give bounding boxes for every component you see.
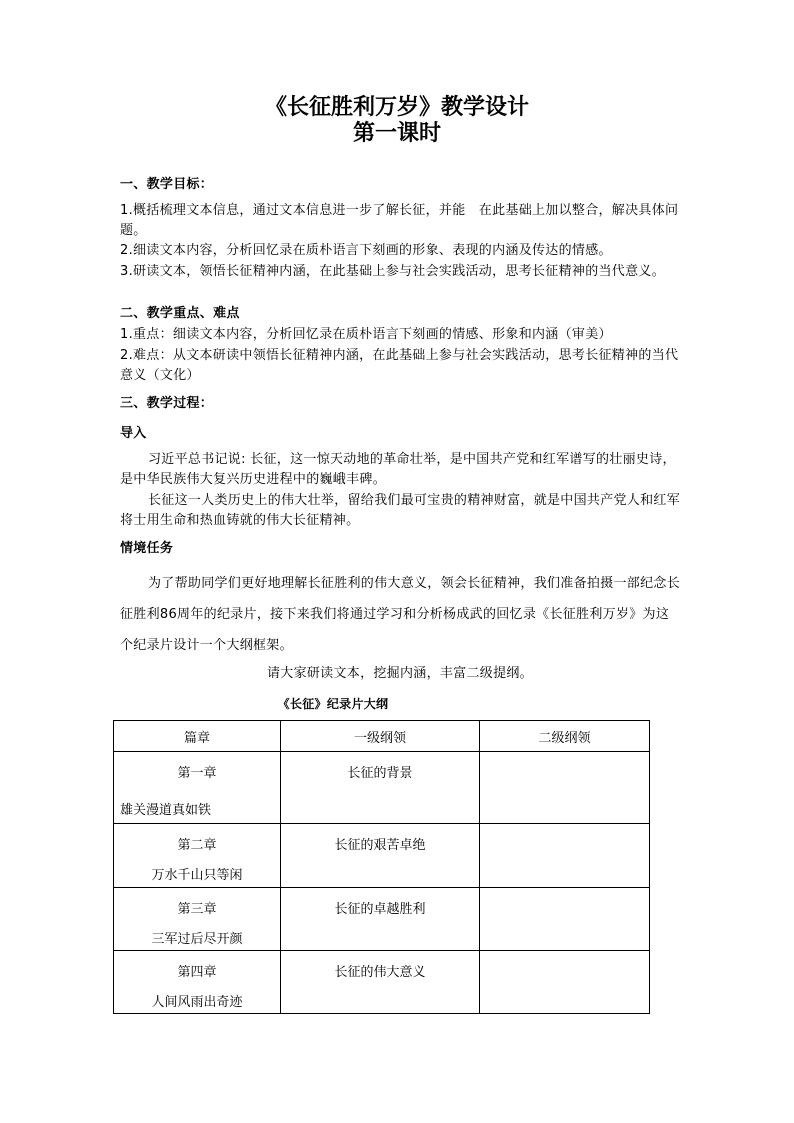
task-instruction: 请大家研读文本，挖掘内涵，丰富二级提纲。 (266, 666, 533, 681)
objective-item-3: 3.研读文本，领悟长征精神内涵，在此基础上参与社会实践活动，思考长征精神的当代意义。 (120, 264, 666, 279)
level1-cell: 长征的背景 (281, 752, 480, 824)
keypoint-item-2: 2.难点：从文本研读中领悟长征精神内涵，在此基础上参与社会实践活动，思考长征精神的当代意义（文化） (120, 348, 679, 383)
keypoint-item-1: 1.重点：细读文本内容，分析回忆录在质朴语言下刻画的情感、形象和内涵（审美） (120, 327, 612, 342)
table-caption: 《长征》纪录片大纲 (277, 697, 389, 711)
level2-cell (480, 824, 650, 888)
level2-cell (480, 951, 650, 1014)
chapter-cell (114, 824, 281, 888)
chapter-number: 第四章 (177, 965, 217, 980)
document-subtitle: 第一课时 (352, 120, 441, 146)
chapter-number: 第二章 (177, 838, 217, 853)
chapter-cell (114, 888, 281, 951)
task-paragraph: 为了帮助同学们更好地理解长征胜利的伟大意义，领会长征精神，我们准备拍摄一部纪念长征胜利86周年的纪录片，接下来我们将通过学习和分析杨成武的回忆录《长征胜利万岁》为这个纪录片设计一个大纲框架。 (120, 576, 681, 653)
intro-paragraph-1: 习近平总书记说: 长征，这一惊天动地的革命壮举，是中国共产党和红军谱写的壮丽史诗，是中华民族伟大复兴历史进程中的巍峨丰碑。 (120, 452, 676, 487)
section-heading-objectives: 一、教学目标： (120, 177, 214, 192)
table-header-row (114, 721, 650, 752)
level2-cell (480, 888, 650, 951)
level2-cell (480, 752, 650, 824)
table-row (114, 824, 650, 888)
section-heading-process: 三、教学过程： (120, 396, 214, 411)
table-row (114, 888, 650, 951)
chapter-name: 人间风雨出奇迹 (151, 995, 243, 1010)
outline-table (113, 720, 650, 1014)
intro-heading: 导入 (120, 426, 147, 441)
section-heading-keypoints: 二、教学重点、难点 (120, 306, 240, 321)
chapter-name: 三军过后尽开颜 (151, 932, 243, 947)
chapter-cell (114, 752, 281, 824)
level1-cell: 长征的伟大意义 (281, 951, 480, 1014)
header-chapter: 篇章 (114, 721, 281, 752)
objective-item-1: 1.概括梳理文本信息，通过文本信息进一步了解长征，并能 在此基础上加以整合，解决具体问题。 (120, 203, 679, 238)
chapter-number: 第三章 (177, 902, 217, 917)
document-title: 《长征胜利万岁》教学设计 (264, 94, 529, 120)
task-heading: 情境任务 (120, 541, 174, 556)
intro-paragraph-2: 长征这一人类历史上的伟大壮举，留给我们最可宝贵的精神财富，就是中国共产党人和红军将士用生命和热血铸就的伟大长征精神。 (120, 493, 681, 528)
table-row (114, 951, 650, 1014)
chapter-number: 第一章 (177, 766, 217, 781)
chapter-name: 万水千山只等闲 (151, 868, 243, 883)
level1-cell: 长征的艰苦卓绝 (281, 824, 480, 888)
level1-cell: 长征的卓越胜利 (281, 888, 480, 951)
header-level1: 一级纲领 (281, 721, 480, 752)
chapter-cell (114, 951, 281, 1014)
objective-item-2: 2.细读文本内容，分析回忆录在质朴语言下刻画的形象、表现的内涵及传达的情感。 (120, 243, 612, 258)
chapter-name: 雄关漫道真如铁 (120, 803, 212, 818)
table-row (114, 752, 650, 824)
header-level2: 二级纲领 (480, 721, 650, 752)
